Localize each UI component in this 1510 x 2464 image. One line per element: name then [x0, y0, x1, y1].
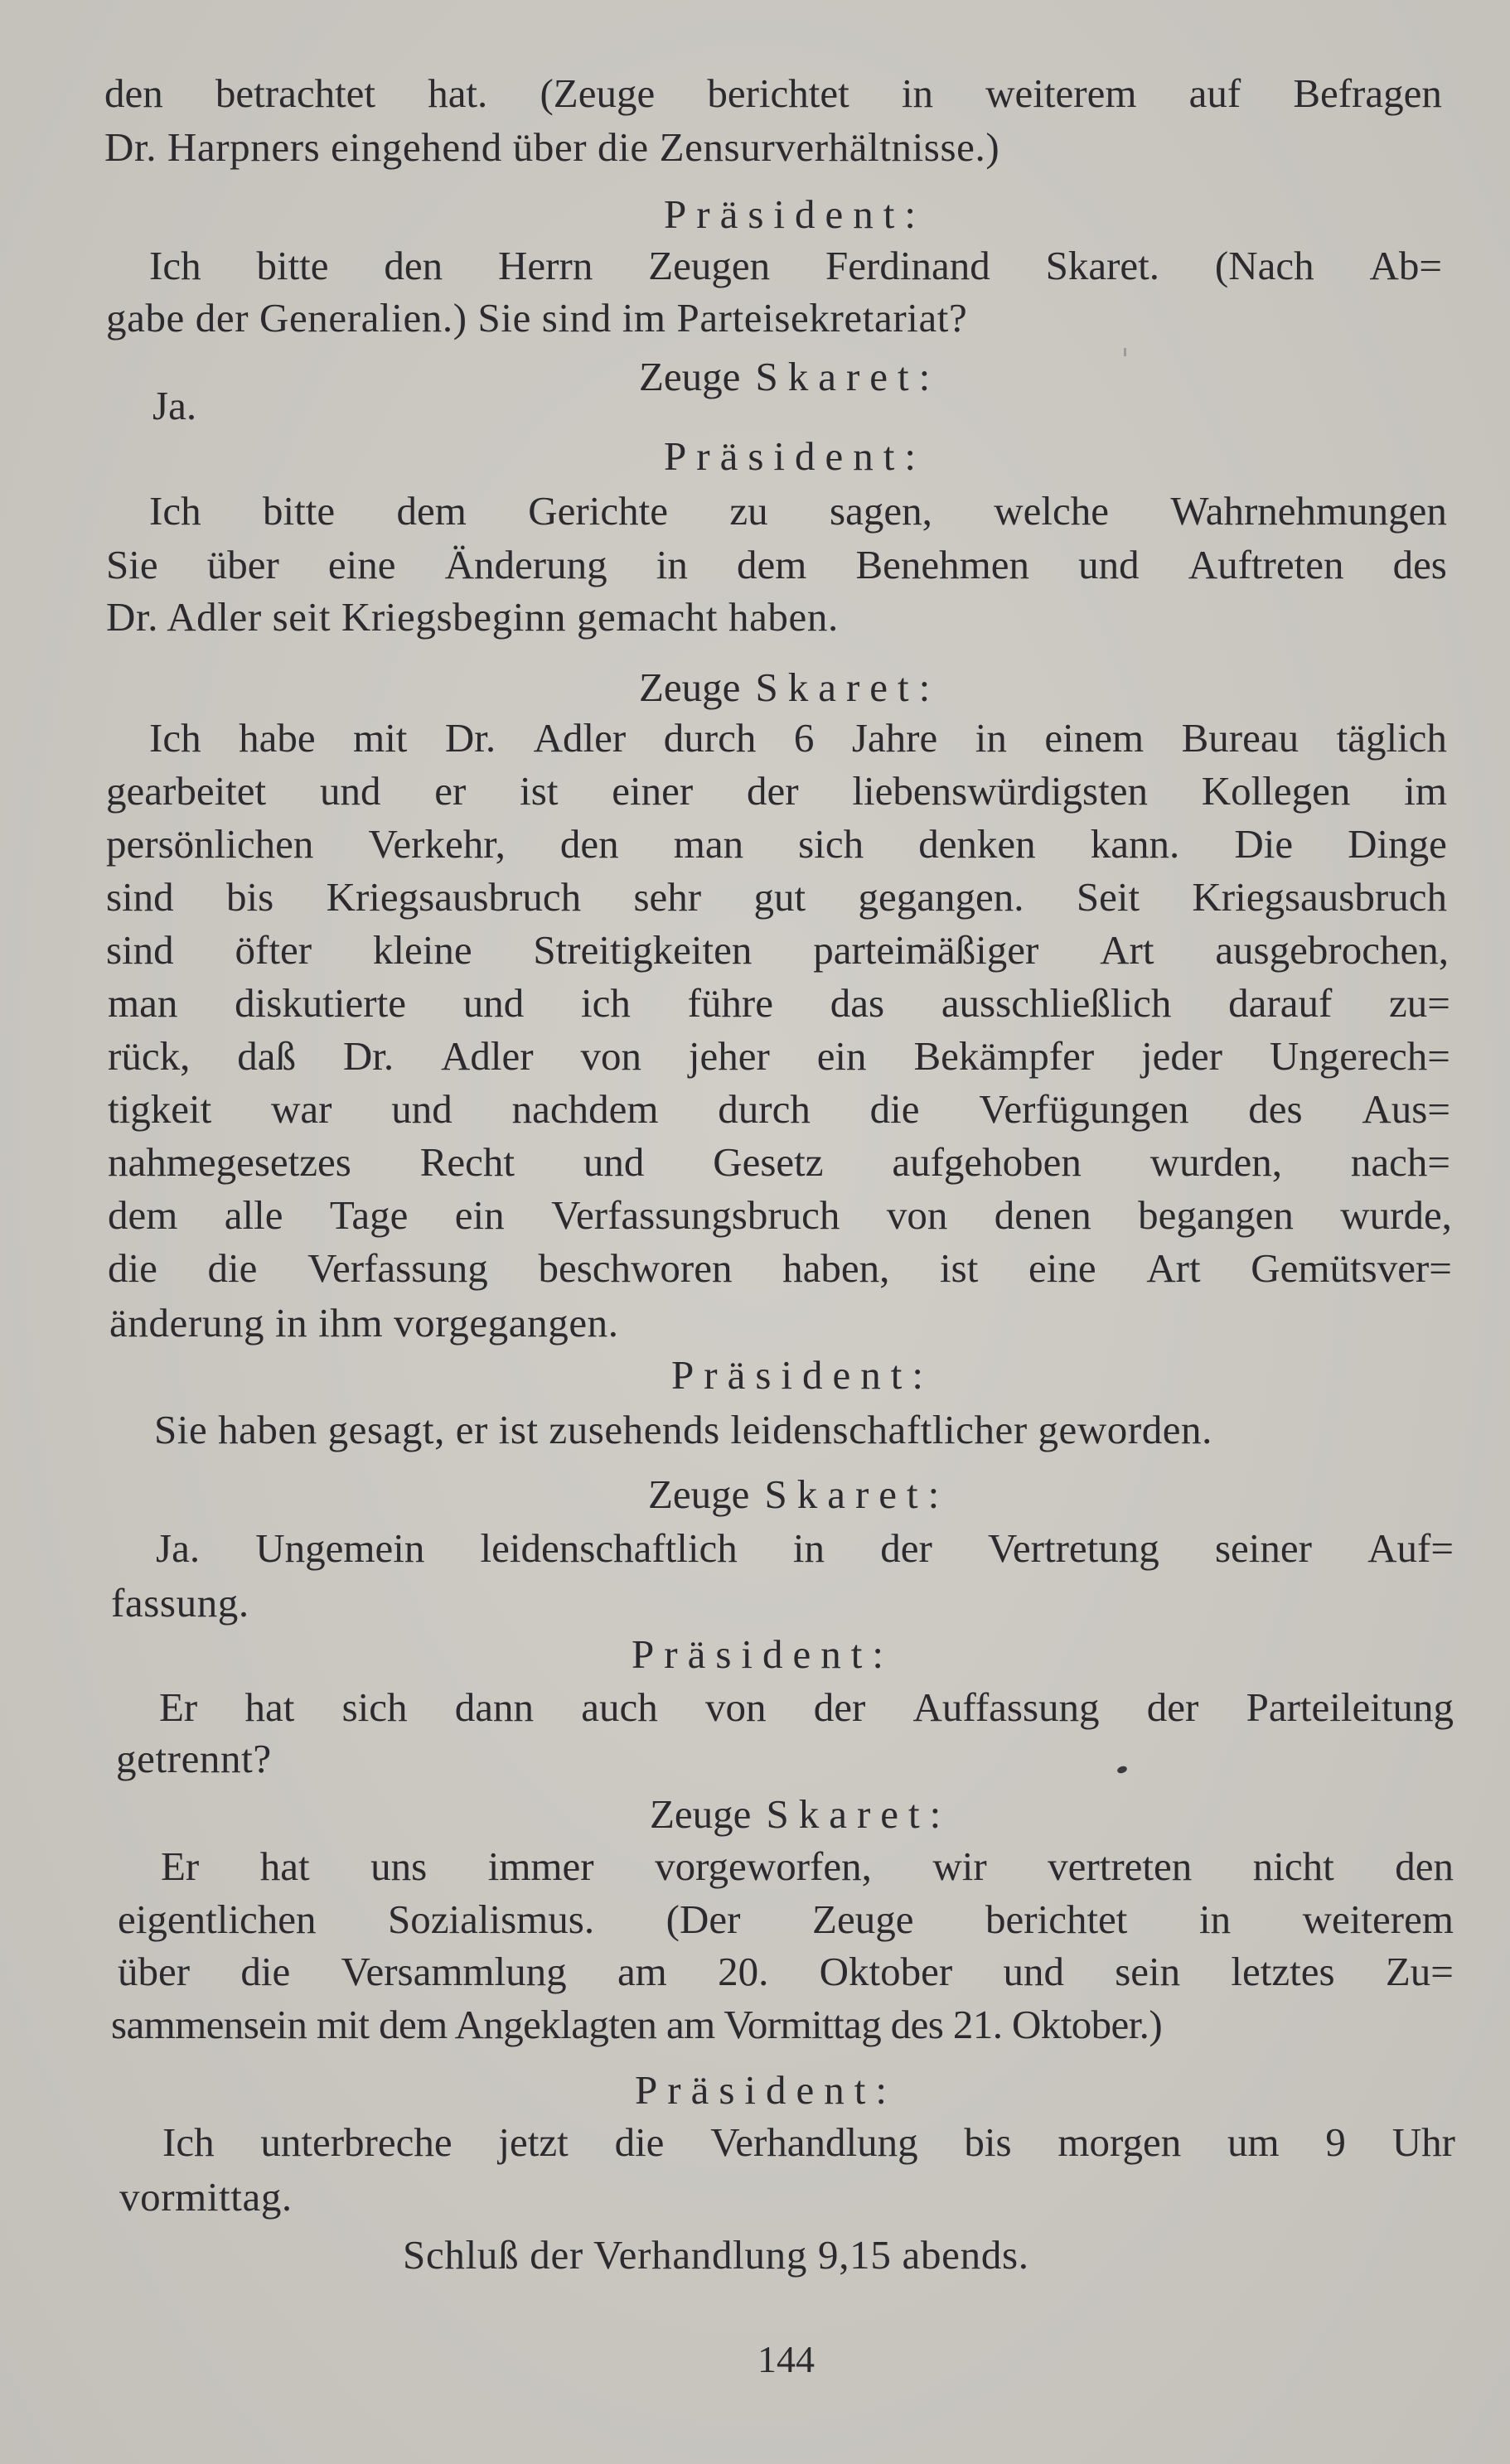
word: Verfassungsbruch: [551, 1192, 840, 1238]
word: 20.: [718, 1949, 769, 1994]
word: in: [975, 715, 1007, 761]
word: Parteileitung: [1246, 1684, 1454, 1730]
word: den: [1395, 1843, 1454, 1889]
word: eigentlichen: [118, 1896, 317, 1942]
word: der: [813, 1684, 866, 1730]
word: welche: [994, 488, 1109, 534]
word: wir: [932, 1843, 987, 1889]
word: 9: [1325, 2119, 1346, 2165]
word: und: [391, 1086, 453, 1132]
text-line: [149, 715, 1447, 761]
word: den: [104, 70, 163, 116]
speaker-heading-zeuge: [648, 1471, 950, 1517]
word: Versammlung: [341, 1949, 567, 1994]
word: Art: [1100, 927, 1154, 973]
word: Ich: [162, 2119, 215, 2165]
word: eine: [327, 542, 396, 587]
word: nachdem: [511, 1086, 659, 1132]
speaker-prefix: Zeuge: [648, 1471, 750, 1517]
word: nach=: [1350, 1139, 1450, 1185]
word: habe: [239, 715, 316, 761]
word: Dinge: [1348, 821, 1447, 867]
word: Bureau: [1181, 715, 1299, 761]
word: mit: [353, 715, 408, 761]
word: war: [271, 1086, 332, 1132]
word: Vertretung: [987, 1525, 1159, 1571]
word: sagen,: [830, 488, 932, 534]
word: der: [880, 1525, 932, 1571]
text-line: [149, 245, 1442, 286]
closing-line: Schluß der Verhandlung 9,15 abends.: [403, 2232, 1029, 2278]
word: am: [617, 1949, 667, 1994]
word: aufgehoben: [892, 1139, 1082, 1185]
speaker-prefix: Zeuge: [639, 664, 741, 710]
word: seiner: [1214, 1525, 1312, 1571]
text-line: [162, 2119, 1455, 2165]
word: zu: [729, 488, 768, 534]
word: von: [580, 1033, 641, 1079]
word: Verfügungen: [979, 1086, 1189, 1132]
word: einem: [1044, 715, 1145, 761]
text-line: [156, 1525, 1454, 1571]
text-line: getrennt?: [116, 1736, 272, 1781]
word: die: [108, 1245, 157, 1291]
speaker-heading-praesident: Präsident:: [664, 191, 926, 237]
text-line: [106, 544, 1447, 585]
word: in: [792, 1525, 825, 1571]
text-line: [104, 70, 1442, 116]
word: wurde,: [1340, 1192, 1452, 1238]
speaker-heading-zeuge: [639, 356, 940, 397]
word: (Nach: [1214, 243, 1314, 288]
word: und: [1078, 542, 1140, 587]
ink-speck: [1124, 348, 1126, 356]
word: ein: [454, 1192, 505, 1238]
word: und: [583, 1139, 645, 1185]
speaker-heading-praesident: Präsident:: [632, 1631, 893, 1677]
word: den: [384, 243, 443, 288]
word: sehr: [633, 874, 702, 920]
word: ausgebrochen,: [1215, 927, 1449, 973]
text-line: [108, 1192, 1452, 1238]
word: hat: [244, 1684, 295, 1730]
word: Adler: [533, 715, 627, 761]
word: Auftreten: [1188, 542, 1344, 587]
word: durch: [718, 1086, 811, 1132]
speaker-heading-zeuge: [650, 1791, 951, 1837]
word: Er: [161, 1843, 200, 1889]
text-line: [106, 768, 1447, 814]
text-line: [108, 1033, 1450, 1079]
word: Auf=: [1367, 1525, 1454, 1571]
word: dem: [736, 542, 807, 587]
text-line: [149, 488, 1447, 534]
word: denen: [994, 1192, 1091, 1238]
word: bitte: [256, 243, 329, 288]
word: unterbreche: [260, 2119, 453, 2165]
text-line: gabe der Generalien.) Sie sind im Parteisekretariat?: [106, 295, 968, 341]
word: hat: [259, 1843, 310, 1889]
text-line: Ja.: [152, 383, 197, 428]
text-line: [159, 1684, 1454, 1730]
word: Gemütsver=: [1251, 1245, 1452, 1291]
word: Gerichte: [528, 488, 668, 534]
word: vertreten: [1048, 1843, 1193, 1889]
text-line: [108, 1245, 1452, 1291]
word: von: [704, 1684, 767, 1730]
word: Er: [159, 1684, 198, 1730]
word: und: [462, 980, 525, 1026]
word: Seit: [1076, 874, 1140, 920]
text-line: sammensein mit dem Angeklagten am Vormittag des 21. Oktober.): [111, 2002, 1163, 2047]
word: Ich: [149, 488, 201, 534]
text-line: vormittag.: [119, 2174, 293, 2220]
word: im: [1404, 768, 1447, 814]
word: die: [614, 2119, 665, 2165]
text-line: [118, 1951, 1454, 1992]
word: von: [886, 1192, 948, 1238]
word: man: [108, 980, 178, 1026]
word: auch: [581, 1684, 658, 1730]
word: die: [240, 1949, 291, 1994]
word: öfter: [235, 927, 312, 973]
text-line: Dr. Harpners eingehend über die Zensurverhältnisse.): [104, 124, 1000, 170]
word: Oktober: [819, 1949, 953, 1994]
word: des: [1248, 1086, 1303, 1132]
word: Ich: [149, 243, 201, 288]
word: morgen: [1057, 2119, 1182, 2165]
word: persönlichen: [106, 821, 314, 867]
word: das: [830, 980, 885, 1026]
word: Recht: [419, 1139, 515, 1185]
text-line: änderung in ihm vorgegangen.: [109, 1300, 619, 1346]
word: bitte: [262, 488, 336, 534]
word: sich: [341, 1684, 408, 1730]
word: zu=: [1389, 980, 1450, 1026]
word: einer: [612, 768, 694, 814]
word: täglich: [1336, 715, 1447, 761]
word: gegangen.: [858, 874, 1024, 920]
word: Ich: [149, 715, 201, 761]
word: ein: [816, 1033, 867, 1079]
word: Aus=: [1362, 1086, 1450, 1132]
word: sich: [798, 821, 864, 867]
speaker-heading-praesident: Präsident:: [664, 433, 926, 479]
word: den: [559, 821, 619, 867]
word: Kriegsausbruch: [1192, 874, 1447, 920]
text-line: Dr. Adler seit Kriegsbeginn gemacht haben.: [106, 594, 839, 640]
speaker-heading-zeuge: [639, 664, 941, 710]
word: über: [206, 542, 279, 587]
speaker-name: Skaret:: [764, 1471, 950, 1517]
word: beschworen: [538, 1245, 733, 1291]
word: begangen: [1138, 1192, 1294, 1238]
word: die: [869, 1086, 920, 1132]
word: leidenschaftlich: [480, 1525, 738, 1571]
word: Änderung: [444, 542, 607, 587]
text-line: fassung.: [111, 1580, 249, 1626]
word: Kriegsausbruch: [326, 874, 582, 920]
speaker-prefix: Zeuge: [650, 1791, 752, 1837]
word: Uhr: [1391, 2119, 1455, 2165]
word: uns: [370, 1843, 428, 1889]
word: weiterem: [1302, 1896, 1454, 1942]
word: Dr.: [444, 715, 496, 761]
word: Streitigkeiten: [533, 927, 753, 973]
word: um: [1227, 2119, 1280, 2165]
word: führe: [687, 980, 773, 1026]
word: Kollegen: [1201, 768, 1351, 814]
word: jeher: [688, 1033, 770, 1079]
word: haben,: [782, 1245, 890, 1291]
word: Herrn: [498, 243, 593, 288]
word: alle: [224, 1192, 283, 1238]
word: tigkeit: [108, 1086, 212, 1132]
word: betrachtet: [215, 70, 376, 116]
word: Verhandlung: [710, 2119, 918, 2165]
word: über: [118, 1949, 191, 1994]
word: immer: [487, 1843, 594, 1889]
word: diskutierte: [235, 980, 406, 1026]
word: in: [901, 70, 934, 116]
word: liebenswürdigsten: [852, 768, 1148, 814]
word: Tage: [329, 1192, 409, 1238]
text-line: [108, 1139, 1450, 1185]
word: dem: [396, 488, 467, 534]
word: Bekämpfer: [913, 1033, 1095, 1079]
speaker-prefix: Zeuge: [639, 354, 741, 399]
word: sind: [106, 927, 174, 973]
word: und: [319, 768, 381, 814]
word: der: [747, 768, 799, 814]
word: Ab=: [1369, 243, 1442, 288]
ink-speck: [1116, 1765, 1128, 1775]
word: er: [434, 768, 467, 814]
word: Ungerech=: [1269, 1033, 1450, 1079]
speaker-name: Skaret:: [766, 1791, 951, 1837]
text-line: [108, 1086, 1450, 1132]
word: Adler: [441, 1033, 534, 1079]
word: berichtet: [985, 1896, 1128, 1942]
text-line: [108, 980, 1450, 1026]
text-line: [106, 927, 1449, 973]
word: Ferdinand: [825, 243, 990, 288]
word: und: [1003, 1949, 1064, 1994]
text-line: [106, 821, 1447, 867]
word: ich: [580, 980, 631, 1026]
word: Sie: [106, 542, 158, 587]
word: Die: [1234, 821, 1294, 867]
word: vorgeworfen,: [655, 1843, 872, 1889]
word: die: [207, 1245, 258, 1291]
word: parteimäßiger: [813, 927, 1039, 973]
word: Gesetz: [713, 1139, 824, 1185]
word: Dr.: [342, 1033, 394, 1079]
word: in: [656, 542, 688, 587]
speaker-heading-praesident: Präsident:: [671, 1352, 933, 1398]
word: durch: [663, 715, 757, 761]
word: jeder: [1141, 1033, 1222, 1079]
word: hat.: [428, 70, 488, 116]
text-line: Sie haben gesagt, er ist zusehends leidenschaftlicher geworden.: [154, 1407, 1212, 1452]
word: Verkehr,: [368, 821, 506, 867]
word: Skaret.: [1045, 243, 1160, 288]
speaker-name: Skaret:: [755, 664, 941, 710]
word: dann: [454, 1684, 535, 1730]
word: rück,: [108, 1033, 191, 1079]
word: 6: [793, 715, 815, 761]
word: bis: [964, 2119, 1012, 2165]
word: ist: [520, 768, 559, 814]
word: sein: [1115, 1949, 1181, 1994]
word: berichtet: [707, 70, 849, 116]
word: Jahre: [851, 715, 938, 761]
word: letztes: [1231, 1949, 1335, 1994]
word: (Der: [665, 1896, 741, 1942]
word: Art: [1146, 1245, 1201, 1291]
speaker-name: Skaret:: [755, 354, 941, 399]
word: der: [1146, 1684, 1199, 1730]
word: weiterem: [985, 70, 1137, 116]
word: nicht: [1252, 1843, 1334, 1889]
word: gearbeitet: [106, 768, 267, 814]
word: daß: [237, 1033, 296, 1079]
word: Befragen: [1293, 70, 1442, 116]
word: Benehmen: [855, 542, 1029, 587]
word: Ungemein: [255, 1525, 425, 1571]
word: Verfassung: [307, 1245, 488, 1291]
word: Ja.: [156, 1525, 201, 1571]
word: ist: [940, 1245, 979, 1291]
word: auf: [1188, 70, 1241, 116]
text-line: [118, 1896, 1454, 1942]
text-line: [106, 874, 1447, 920]
word: Sozialismus.: [388, 1896, 595, 1942]
word: Zu=: [1385, 1949, 1454, 1994]
word: eine: [1028, 1245, 1096, 1291]
word: Auffassung: [912, 1684, 1100, 1730]
word: nahmegesetzes: [108, 1139, 351, 1185]
word: Zeuge: [812, 1896, 914, 1942]
speaker-heading-praesident: Präsident:: [635, 2067, 897, 2113]
page-number: 144: [757, 2338, 815, 2380]
word: bis: [226, 874, 274, 920]
word: Zeugen: [648, 243, 771, 288]
word: man: [673, 821, 744, 867]
word: wurden,: [1149, 1139, 1282, 1185]
word: kann.: [1090, 821, 1180, 867]
word: Wahrnehmungen: [1170, 488, 1447, 534]
word: des: [1392, 542, 1447, 587]
word: ausschließlich: [941, 980, 1172, 1026]
word: dem: [108, 1192, 178, 1238]
word: sind: [106, 874, 174, 920]
word: darauf: [1228, 980, 1333, 1026]
text-line: [161, 1843, 1454, 1889]
word: jetzt: [498, 2119, 569, 2165]
word: gut: [753, 874, 806, 920]
word: (Zeuge: [540, 70, 656, 116]
word: denken: [918, 821, 1036, 867]
word: kleine: [372, 927, 472, 973]
word: in: [1198, 1896, 1232, 1942]
